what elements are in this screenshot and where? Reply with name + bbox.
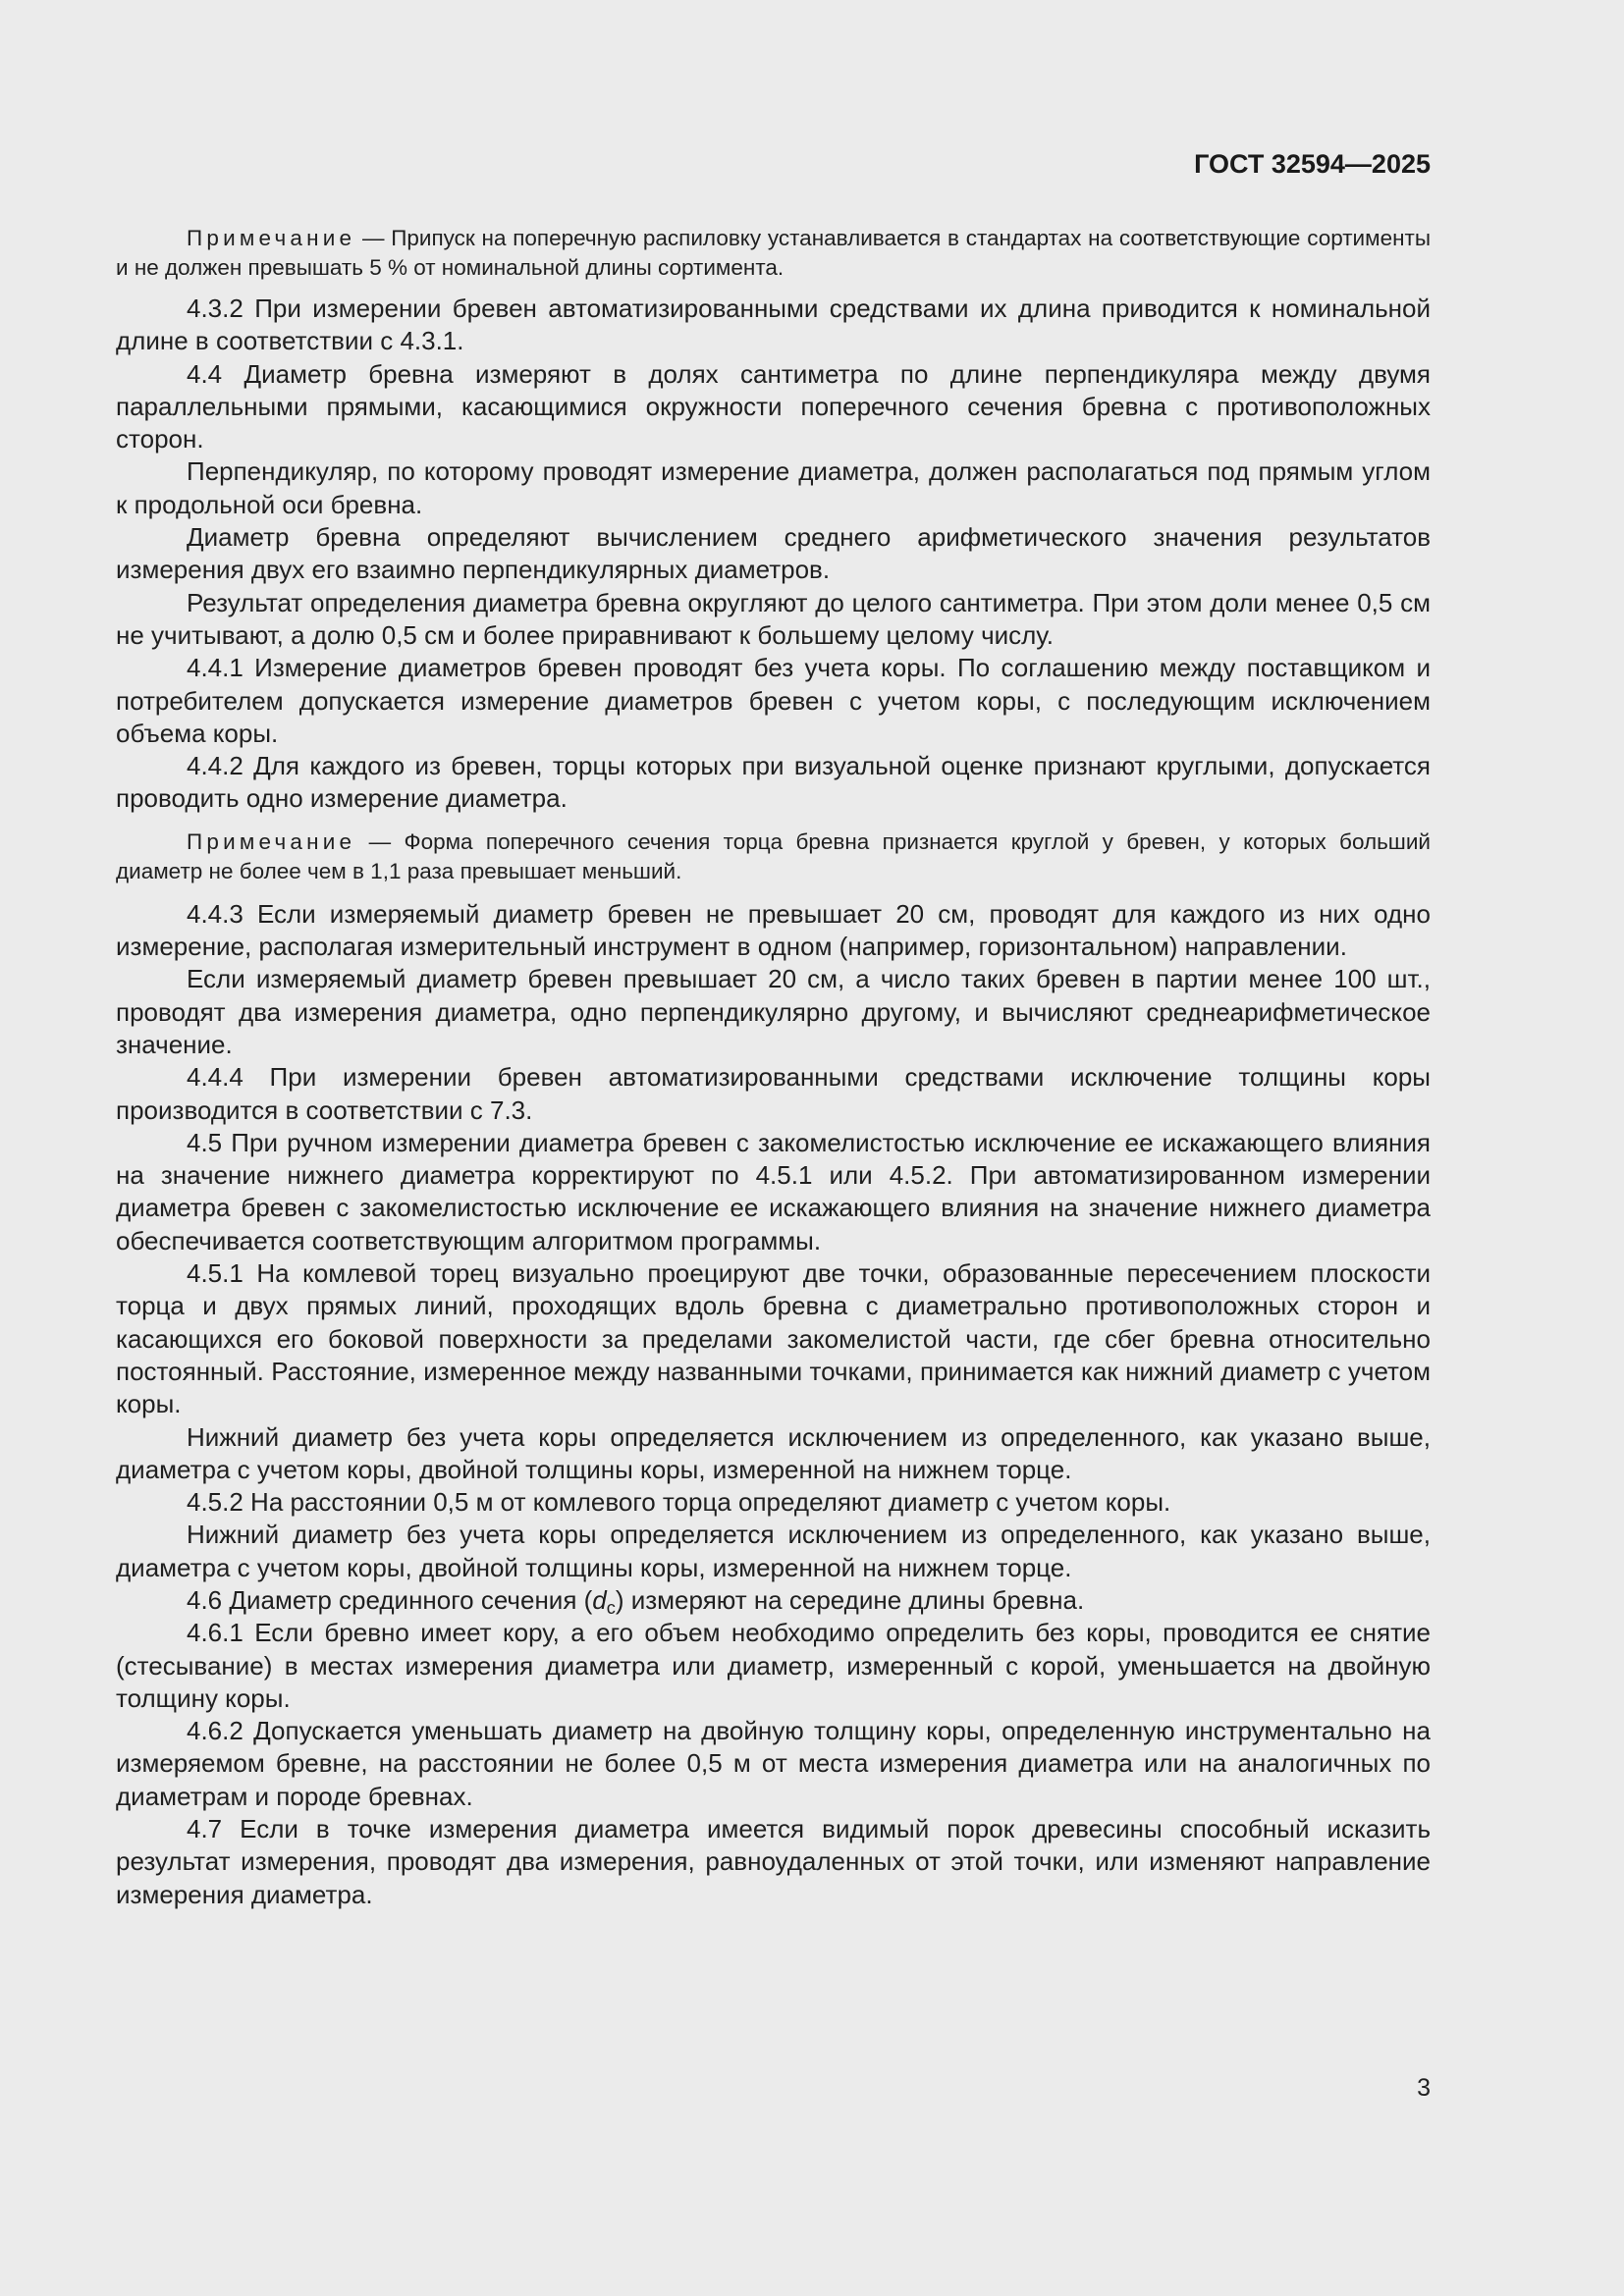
paragraph-4-6 [116, 1584, 1431, 1617]
p46-variable: d [592, 1584, 607, 1615]
paragraph-4-4-4: 4.4.4 При измерении бревен автоматизированными средствами исключение толщины коры производится в соответствии с 7.3. [116, 1062, 1431, 1125]
paragraph-4-4-3: 4.4.3 Если измеряемый диаметр бревен не превышает 20 см, проводят для каждого из них одно измерение, располагая измерительный инструмент в одном (например, горизонтальном) направлении. [116, 898, 1431, 962]
paragraph-4-3-2: 4.3.2 При измерении бревен автоматизированными средствами их длина приводится к номинальной длине в соответствии с 4.3.1. [116, 294, 1431, 356]
paragraph-over-20cm: Если измеряемый диаметр бревен превышает 20 см, а число таких бревен в партии менее 100 шт., проводят два измерения диаметра, одно перпендикулярно другому, и вычисляют среднеарифметическое значение. [116, 964, 1431, 1059]
paragraph-lower-diameter: Нижний диаметр без учета коры определяется исключением из определенного, как указано выше, диаметра с учетом коры, двойной толщины коры, измеренной на нижнем торце. [116, 1421, 1431, 1484]
paragraph-perpendicular: Перпендикуляр, по которому проводят измерение диаметра, должен располагаться под прямым углом к продольной оси бревна. [116, 456, 1431, 519]
paragraph-4-6-1: 4.6.1 Если бревно имеет кору, а его объем необходимо определить без коры, проводится ее снятие (стесывание) в местах измерения диаметра или диаметр, измеренный с корой, уменьшается на двойную толщину коры. [116, 1618, 1431, 1713]
note-paragraph [116, 828, 1431, 886]
document-body [116, 224, 1431, 1911]
paragraph-4-7: 4.7 Если в точке измерения диаметра имеется видимый порок древесины способный исказить результат измерения, проводят два измерения, равноудаленных от этой точки, или изменяют направление измерения диаметра. [116, 1814, 1431, 1909]
paragraph-4-5: 4.5 При ручном измерении диаметра бревен с закомелистостью исключение ее искажающего влияния на значение нижнего диаметра корректируют по 4.5.1 или 4.5.2. При автоматизированном измерении диаметра бревен с закомелистостью исключение ее искажающего влияния на значение нижнего диаметра обеспечивается соответствующим алгоритмом программы. [116, 1127, 1431, 1255]
paragraph-lower-diameter-repeat: Нижний диаметр без учета коры определяется исключением из определенного, как указано выше, диаметра с учетом коры, двойной толщины коры, измеренной на нижнем торце. [116, 1520, 1431, 1582]
note-text: — Форма поперечного сечения торца бревна признается круглой у бревен, у которых больший диаметр не более чем в 1,1 раза превышает меньший. [116, 828, 1431, 883]
note-label: Примечание [187, 226, 356, 250]
paragraph-4-5-1: 4.5.1 На комлевой торец визуально проецируют две точки, образованные пересечением плоскости торца и двух прямых линий, проходящих вдоль бревна с диаметрально противоположных сторон и касающихся его боковой поверхности за пределами закомелистой части, где сбег бревна относительно постоянный. Расстояние, измеренное между названными точками, принимается как нижний диаметр с учетом коры. [116, 1258, 1431, 1419]
paragraph-4-4-1: 4.4.1 Измерение диаметров бревен проводят без учета коры. По соглашению между поставщиком и потребителем допускается измерение диаметров бревен с учетом коры, с последующим исключением объема коры. [116, 653, 1431, 748]
note-text: — Припуск на поперечную распиловку устанавливается в стандартах на соответствующие сортименты и не должен превышать 5 % от номинальной длины сортимента. [116, 226, 1431, 280]
paragraph-4-4-2: 4.4.2 Для каждого из бревен, торцы которых при визуальной оценке признают круглыми, допускается проводить одно измерение диаметра. [116, 751, 1431, 814]
p46-text-before: 4.6 Диаметр срединного сечения ( [187, 1584, 593, 1615]
note-label: Примечание [187, 828, 356, 854]
paragraph-4-4: 4.4 Диаметр бревна измеряют в долях сантиметра по длине перпендикуляра между двумя параллельными прямыми, касающимися окружности поперечного сечения бревна с противоположных сторон. [116, 358, 1431, 454]
p46-subscript: c [606, 1597, 616, 1618]
paragraph-diameter-mean: Диаметр бревна определяют вычислением среднего арифметического значения результатов измерения двух его взаимно перпендикулярных диаметров. [116, 522, 1431, 585]
note-paragraph [116, 224, 1431, 283]
document-header: ГОСТ 32594—2025 [1194, 149, 1431, 179]
paragraph-rounding: Результат определения диаметра бревна округляют до целого сантиметра. При этом доли менее 0,5 см не учитывают, а долю 0,5 см и более приравнивают к большему целому числу. [116, 587, 1431, 650]
paragraph-4-5-2: 4.5.2 На расстоянии 0,5 м от комлевого торца определяют диаметр с учетом коры. [187, 1487, 1171, 1518]
paragraph-4-6-2: 4.6.2 Допускается уменьшать диаметр на двойную толщину коры, определенную инструментально на измеряемом бревне, на расстоянии не более 0,5 м от места измерения диаметра или на аналогичных по диаметрам и породе бревнах. [116, 1716, 1431, 1811]
page-number: 3 [1417, 2074, 1431, 2102]
p46-text-after: ) измеряют на середине длины бревна. [615, 1584, 1085, 1615]
